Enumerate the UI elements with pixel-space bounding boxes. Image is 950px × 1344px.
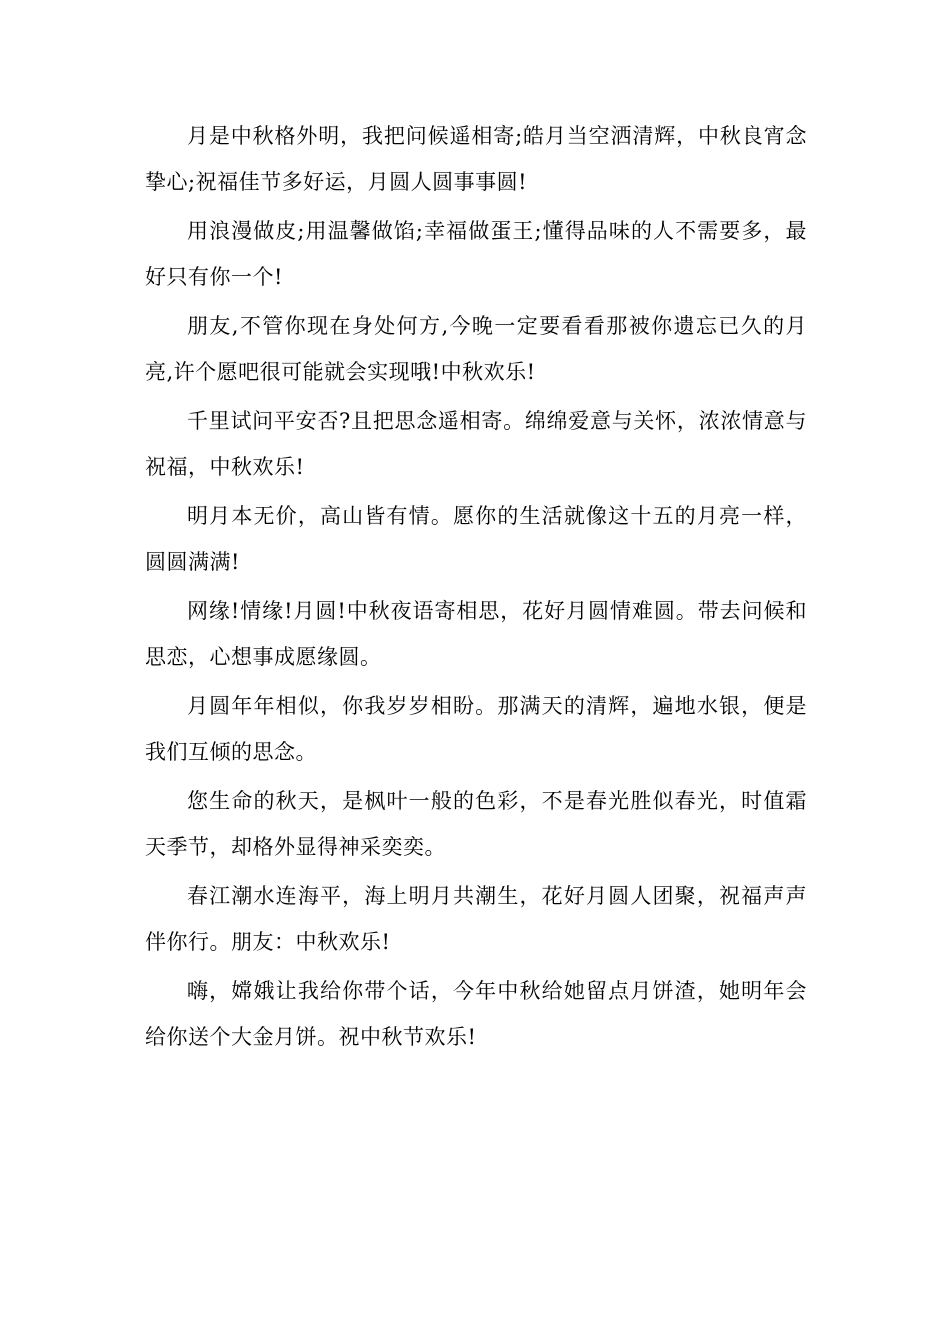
paragraph-7: 月圆年年相似，你我岁岁相盼。那满天的清辉，遍地水银，便是我们互倾的思念。	[145, 694, 807, 764]
paragraph-5: 明月本无价，高山皆有情。愿你的生活就像这十五的月亮一样，圆圆满满!	[145, 504, 807, 574]
paragraph-6: 网缘!情缘!月圆!中秋夜语寄相思，花好月圆情难圆。带去问候和思恋，心想事成愿缘圆。	[145, 599, 807, 669]
paragraph-4: 千里试问平安否?且把思念遥相寄。绵绵爱意与关怀，浓浓情意与祝福，中秋欢乐!	[145, 409, 807, 479]
paragraph-3: 朋友,不管你现在身处何方,今晚一定要看看那被你遗忘已久的月亮,许个愿吧很可能就会实现哦!中秋欢乐!	[145, 314, 807, 384]
paragraph-1: 月是中秋格外明，我把问候遥相寄;皓月当空洒清辉，中秋良宵念挚心;祝福佳节多好运，月圆人圆事事圆!	[145, 124, 807, 194]
paragraph-2: 用浪漫做皮;用温馨做馅;幸福做蛋王;懂得品味的人不需要多，最好只有你一个!	[145, 219, 807, 289]
document-body	[145, 113, 807, 1063]
paragraph-9: 春江潮水连海平，海上明月共潮生，花好月圆人团聚，祝福声声伴你行。朋友：中秋欢乐!	[145, 884, 807, 954]
paragraph-8: 您生命的秋天，是枫叶一般的色彩，不是春光胜似春光，时值霜天季节，却格外显得神采奕奕。	[145, 789, 807, 859]
paragraph-10: 嗨，嫦娥让我给你带个话，今年中秋给她留点月饼渣，她明年会给你送个大金月饼。祝中秋节欢乐!	[145, 979, 807, 1049]
